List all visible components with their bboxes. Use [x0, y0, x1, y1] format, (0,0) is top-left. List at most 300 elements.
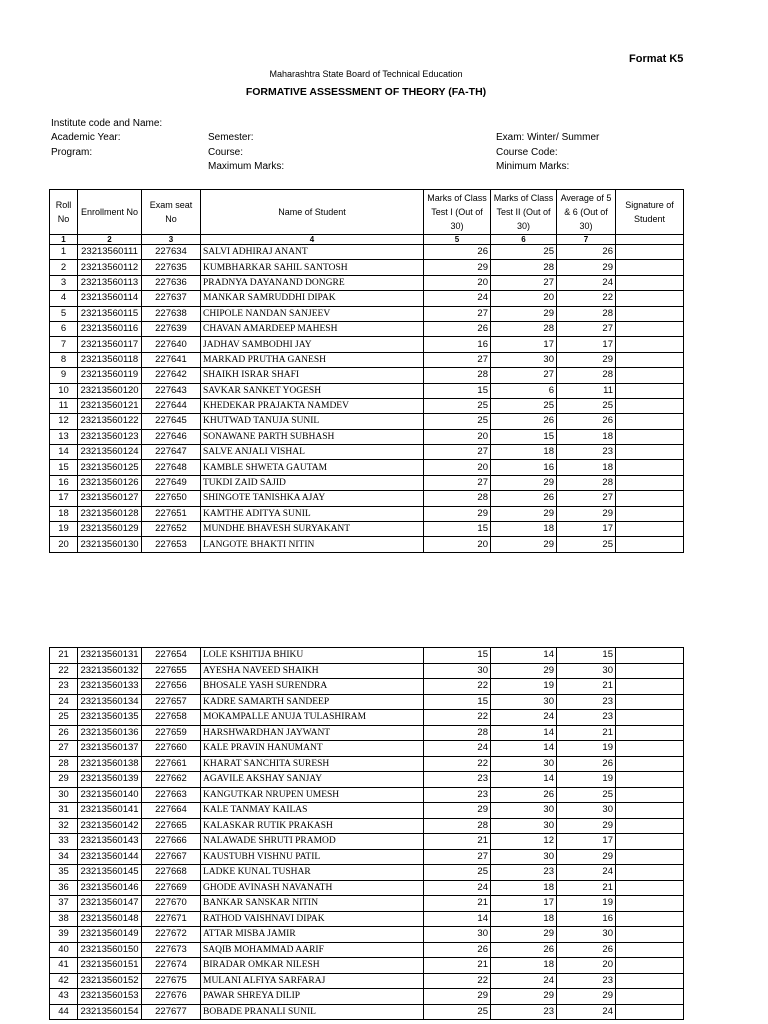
exam-seat-cell: 227642	[142, 368, 201, 383]
student-name-cell: CHIPOLE NANDAN SANJEEV	[201, 306, 424, 321]
average-marks-cell: 28	[557, 306, 616, 321]
signature-cell	[616, 818, 684, 834]
test1-marks-cell: 29	[424, 989, 491, 1005]
enrollment-cell: 23213560113	[78, 275, 142, 290]
table-row	[50, 911, 684, 927]
column-number: 4	[201, 235, 424, 245]
roll-no-cell: 41	[50, 958, 78, 974]
test2-marks-cell: 28	[491, 260, 557, 275]
student-name-cell: TUKDI ZAID SAJID	[201, 475, 424, 490]
enrollment-cell: 23213560142	[78, 818, 142, 834]
roll-no-cell: 38	[50, 911, 78, 927]
roll-no-cell: 27	[50, 741, 78, 757]
enrollment-cell: 23213560120	[78, 383, 142, 398]
test1-marks-cell: 20	[424, 275, 491, 290]
table-row	[50, 245, 684, 260]
signature-cell	[616, 648, 684, 664]
signature-cell	[616, 460, 684, 475]
table-row	[50, 321, 684, 336]
enrollment-cell: 23213560147	[78, 896, 142, 912]
signature-cell	[616, 321, 684, 336]
exam-seat-cell: 227663	[142, 787, 201, 803]
average-marks-cell: 18	[557, 429, 616, 444]
table-row	[50, 725, 684, 741]
table-row	[50, 291, 684, 306]
exam-seat-cell: 227661	[142, 756, 201, 772]
signature-cell	[616, 337, 684, 352]
column-number-blank	[616, 235, 684, 245]
exam-seat-cell: 227660	[142, 741, 201, 757]
table-row	[50, 275, 684, 290]
roll-no-cell: 11	[50, 398, 78, 413]
test2-marks-cell: 14	[491, 725, 557, 741]
student-name-cell: KAMTHE ADITYA SUNIL	[201, 506, 424, 521]
student-name-cell: SONAWANE PARTH SUBHASH	[201, 429, 424, 444]
table-row	[50, 491, 684, 506]
student-name-cell: ATTAR MISBA JAMIR	[201, 927, 424, 943]
test2-marks-cell: 25	[491, 398, 557, 413]
roll-no-cell: 15	[50, 460, 78, 475]
test2-marks-cell: 16	[491, 460, 557, 475]
roll-no-cell: 1	[50, 245, 78, 260]
test1-marks-cell: 29	[424, 260, 491, 275]
test1-marks-cell: 27	[424, 306, 491, 321]
test1-marks-cell: 15	[424, 383, 491, 398]
enrollment-cell: 23213560131	[78, 648, 142, 664]
table-row	[50, 787, 684, 803]
course-code-label: Course Code:	[496, 147, 558, 158]
roll-no-cell: 12	[50, 414, 78, 429]
test2-marks-cell: 14	[491, 772, 557, 788]
table-row	[50, 260, 684, 275]
enrollment-cell: 23213560136	[78, 725, 142, 741]
signature-cell	[616, 896, 684, 912]
enrollment-cell: 23213560112	[78, 260, 142, 275]
roll-no-cell: 10	[50, 383, 78, 398]
table-row	[50, 648, 684, 664]
exam-seat-cell: 227643	[142, 383, 201, 398]
table-row	[50, 834, 684, 850]
roll-no-cell: 24	[50, 694, 78, 710]
signature-cell	[616, 475, 684, 490]
enrollment-cell: 23213560139	[78, 772, 142, 788]
student-name-cell: KALE TANMAY KAILAS	[201, 803, 424, 819]
signature-cell	[616, 803, 684, 819]
roll-no-cell: 19	[50, 522, 78, 537]
marks-table-page-1	[49, 189, 684, 553]
exam-seat-cell: 227668	[142, 865, 201, 881]
table-row	[50, 865, 684, 881]
enrollment-cell: 23213560132	[78, 663, 142, 679]
signature-cell	[616, 849, 684, 865]
average-marks-cell: 30	[557, 927, 616, 943]
test2-marks-cell: 20	[491, 291, 557, 306]
test1-marks-cell: 22	[424, 710, 491, 726]
signature-cell	[616, 942, 684, 958]
roll-no-cell: 13	[50, 429, 78, 444]
test1-marks-cell: 15	[424, 694, 491, 710]
test2-marks-cell: 30	[491, 818, 557, 834]
test1-marks-cell: 22	[424, 756, 491, 772]
test1-marks-cell: 28	[424, 368, 491, 383]
exam-seat-cell: 227640	[142, 337, 201, 352]
average-marks-cell: 22	[557, 291, 616, 306]
enrollment-cell: 23213560135	[78, 710, 142, 726]
exam-seat-cell: 227662	[142, 772, 201, 788]
table-row	[50, 429, 684, 444]
header-test-2: Marks of Class Test II (Out of 30)	[491, 190, 557, 235]
column-number: 1	[50, 235, 78, 245]
student-name-cell: MUNDHE BHAVESH SURYAKANT	[201, 522, 424, 537]
roll-no-cell: 3	[50, 275, 78, 290]
student-name-cell: KANGUTKAR NRUPEN UMESH	[201, 787, 424, 803]
roll-no-cell: 20	[50, 537, 78, 552]
table-row	[50, 1004, 684, 1020]
header-student-name: Name of Student	[201, 190, 424, 235]
table-row	[50, 445, 684, 460]
average-marks-cell: 24	[557, 1004, 616, 1020]
enrollment-cell: 23213560124	[78, 445, 142, 460]
test2-marks-cell: 29	[491, 989, 557, 1005]
test1-marks-cell: 27	[424, 445, 491, 460]
student-name-cell: SAQIB MOHAMMAD AARIF	[201, 942, 424, 958]
enrollment-cell: 23213560148	[78, 911, 142, 927]
student-name-cell: KHUTWAD TANUJA SUNIL	[201, 414, 424, 429]
roll-no-cell: 17	[50, 491, 78, 506]
test2-marks-cell: 29	[491, 306, 557, 321]
roll-no-cell: 43	[50, 989, 78, 1005]
enrollment-cell: 23213560133	[78, 679, 142, 695]
test2-marks-cell: 23	[491, 1004, 557, 1020]
student-name-cell: GHODE AVINASH NAVANATH	[201, 880, 424, 896]
roll-no-cell: 40	[50, 942, 78, 958]
average-marks-cell: 17	[557, 834, 616, 850]
signature-cell	[616, 865, 684, 881]
average-marks-cell: 17	[557, 337, 616, 352]
student-name-cell: KHARAT SANCHITA SURESH	[201, 756, 424, 772]
test2-marks-cell: 25	[491, 245, 557, 260]
average-marks-cell: 28	[557, 475, 616, 490]
test2-marks-cell: 26	[491, 942, 557, 958]
test1-marks-cell: 28	[424, 491, 491, 506]
signature-cell	[616, 398, 684, 413]
student-name-cell: LOLE KSHITIJA BHIKU	[201, 648, 424, 664]
table-row	[50, 398, 684, 413]
test2-marks-cell: 14	[491, 648, 557, 664]
exam-seat-cell: 227670	[142, 896, 201, 912]
test2-marks-cell: 30	[491, 756, 557, 772]
signature-cell	[616, 958, 684, 974]
signature-cell	[616, 710, 684, 726]
test1-marks-cell: 23	[424, 772, 491, 788]
roll-no-cell: 21	[50, 648, 78, 664]
student-name-cell: LADKE KUNAL TUSHAR	[201, 865, 424, 881]
test1-marks-cell: 29	[424, 803, 491, 819]
signature-cell	[616, 741, 684, 757]
exam-seat-cell: 227669	[142, 880, 201, 896]
signature-cell	[616, 787, 684, 803]
table-row	[50, 537, 684, 552]
signature-cell	[616, 989, 684, 1005]
academic-year-label: Academic Year:	[51, 132, 121, 143]
board-name: Maharashtra State Board of Technical Education	[269, 69, 463, 79]
enrollment-cell: 23213560130	[78, 537, 142, 552]
signature-cell	[616, 291, 684, 306]
roll-no-cell: 18	[50, 506, 78, 521]
table-row	[50, 973, 684, 989]
exam-seat-cell: 227677	[142, 1004, 201, 1020]
signature-cell	[616, 414, 684, 429]
student-name-cell: SAVKAR SANKET YOGESH	[201, 383, 424, 398]
table-row	[50, 679, 684, 695]
test2-marks-cell: 24	[491, 973, 557, 989]
semester-label: Semester:	[208, 132, 254, 143]
table-row	[50, 896, 684, 912]
test1-marks-cell: 25	[424, 414, 491, 429]
average-marks-cell: 29	[557, 352, 616, 367]
test2-marks-cell: 23	[491, 865, 557, 881]
student-name-cell: BOBADE PRANALI SUNIL	[201, 1004, 424, 1020]
exam-seat-cell: 227674	[142, 958, 201, 974]
signature-cell	[616, 429, 684, 444]
test1-marks-cell: 27	[424, 475, 491, 490]
test2-marks-cell: 27	[491, 275, 557, 290]
student-name-cell: MARKAD PRUTHA GANESH	[201, 352, 424, 367]
average-marks-cell: 23	[557, 710, 616, 726]
institute-label: Institute code and Name:	[51, 118, 163, 129]
student-name-cell: SHINGOTE TANISHKA AJAY	[201, 491, 424, 506]
student-name-cell: PAWAR SHREYA DILIP	[201, 989, 424, 1005]
exam-seat-cell: 227649	[142, 475, 201, 490]
average-marks-cell: 18	[557, 460, 616, 475]
signature-cell	[616, 927, 684, 943]
exam-seat-cell: 227652	[142, 522, 201, 537]
min-marks-label: Minimum Marks:	[496, 161, 570, 172]
average-marks-cell: 25	[557, 787, 616, 803]
average-marks-cell: 29	[557, 849, 616, 865]
enrollment-cell: 23213560119	[78, 368, 142, 383]
average-marks-cell: 25	[557, 398, 616, 413]
enrollment-cell: 23213560127	[78, 491, 142, 506]
format-label: Format K5	[629, 53, 684, 65]
roll-no-cell: 22	[50, 663, 78, 679]
signature-cell	[616, 663, 684, 679]
test1-marks-cell: 26	[424, 942, 491, 958]
roll-no-cell: 9	[50, 368, 78, 383]
average-marks-cell: 29	[557, 818, 616, 834]
average-marks-cell: 29	[557, 989, 616, 1005]
average-marks-cell: 23	[557, 445, 616, 460]
enrollment-cell: 23213560129	[78, 522, 142, 537]
test1-marks-cell: 26	[424, 321, 491, 336]
test1-marks-cell: 21	[424, 834, 491, 850]
signature-cell	[616, 491, 684, 506]
test2-marks-cell: 29	[491, 475, 557, 490]
enrollment-cell: 23213560149	[78, 927, 142, 943]
program-label: Program:	[51, 147, 93, 158]
exam-seat-cell: 227676	[142, 989, 201, 1005]
test1-marks-cell: 15	[424, 648, 491, 664]
test1-marks-cell: 22	[424, 973, 491, 989]
table-row	[50, 663, 684, 679]
student-name-cell: KHEDEKAR PRAJAKTA NAMDEV	[201, 398, 424, 413]
test1-marks-cell: 28	[424, 818, 491, 834]
exam-seat-cell: 227638	[142, 306, 201, 321]
exam-seat-cell: 227657	[142, 694, 201, 710]
signature-cell	[616, 352, 684, 367]
table-row	[50, 803, 684, 819]
average-marks-cell: 23	[557, 694, 616, 710]
enrollment-cell: 23213560118	[78, 352, 142, 367]
roll-no-cell: 44	[50, 1004, 78, 1020]
test1-marks-cell: 22	[424, 679, 491, 695]
average-marks-cell: 20	[557, 958, 616, 974]
enrollment-cell: 23213560144	[78, 849, 142, 865]
test2-marks-cell: 17	[491, 337, 557, 352]
exam-seat-cell: 227636	[142, 275, 201, 290]
exam-seat-cell: 227637	[142, 291, 201, 306]
exam-seat-cell: 227650	[142, 491, 201, 506]
average-marks-cell: 28	[557, 368, 616, 383]
table-row	[50, 772, 684, 788]
test1-marks-cell: 27	[424, 352, 491, 367]
exam-seat-cell: 227634	[142, 245, 201, 260]
enrollment-cell: 23213560114	[78, 291, 142, 306]
average-marks-cell: 17	[557, 522, 616, 537]
enrollment-cell: 23213560134	[78, 694, 142, 710]
roll-no-cell: 42	[50, 973, 78, 989]
roll-no-cell: 5	[50, 306, 78, 321]
exam-seat-cell: 227645	[142, 414, 201, 429]
enrollment-cell: 23213560123	[78, 429, 142, 444]
table-row	[50, 306, 684, 321]
header-enrollment-no: Enrollment No	[78, 190, 142, 235]
signature-cell	[616, 445, 684, 460]
header-signature: Signature of Student	[616, 190, 684, 235]
test2-marks-cell: 30	[491, 803, 557, 819]
average-marks-cell: 27	[557, 321, 616, 336]
student-name-cell: CHAVAN AMARDEEP MAHESH	[201, 321, 424, 336]
average-marks-cell: 16	[557, 911, 616, 927]
average-marks-cell: 19	[557, 741, 616, 757]
signature-cell	[616, 383, 684, 398]
test2-marks-cell: 30	[491, 694, 557, 710]
roll-no-cell: 29	[50, 772, 78, 788]
document-title: FORMATIVE ASSESSMENT OF THEORY (FA-TH)	[245, 86, 487, 98]
student-name-cell: MANKAR SAMRUDDHI DIPAK	[201, 291, 424, 306]
header-exam-seat-no: Exam seat No	[142, 190, 201, 235]
enrollment-cell: 23213560143	[78, 834, 142, 850]
average-marks-cell: 21	[557, 880, 616, 896]
roll-no-cell: 16	[50, 475, 78, 490]
test2-marks-cell: 29	[491, 663, 557, 679]
student-name-cell: KALE PRAVIN HANUMANT	[201, 741, 424, 757]
test1-marks-cell: 20	[424, 460, 491, 475]
student-name-cell: PRADNYA DAYANAND DONGRE	[201, 275, 424, 290]
test2-marks-cell: 29	[491, 506, 557, 521]
roll-no-cell: 4	[50, 291, 78, 306]
average-marks-cell: 26	[557, 942, 616, 958]
signature-cell	[616, 694, 684, 710]
test1-marks-cell: 20	[424, 537, 491, 552]
signature-cell	[616, 973, 684, 989]
enrollment-cell: 23213560150	[78, 942, 142, 958]
roll-no-cell: 6	[50, 321, 78, 336]
test1-marks-cell: 27	[424, 849, 491, 865]
exam-seat-cell: 227671	[142, 911, 201, 927]
exam-seat-cell: 227639	[142, 321, 201, 336]
test2-marks-cell: 12	[491, 834, 557, 850]
roll-no-cell: 26	[50, 725, 78, 741]
table-row	[50, 414, 684, 429]
exam-seat-cell: 227653	[142, 537, 201, 552]
average-marks-cell: 21	[557, 725, 616, 741]
signature-cell	[616, 306, 684, 321]
test2-marks-cell: 18	[491, 522, 557, 537]
table-row	[50, 958, 684, 974]
average-marks-cell: 24	[557, 865, 616, 881]
student-name-cell: SALVI ADHIRAJ ANANT	[201, 245, 424, 260]
test2-marks-cell: 14	[491, 741, 557, 757]
roll-no-cell: 28	[50, 756, 78, 772]
test1-marks-cell: 25	[424, 398, 491, 413]
roll-no-cell: 33	[50, 834, 78, 850]
average-marks-cell: 26	[557, 756, 616, 772]
signature-cell	[616, 880, 684, 896]
average-marks-cell: 26	[557, 414, 616, 429]
table-row	[50, 756, 684, 772]
exam-seat-cell: 227654	[142, 648, 201, 664]
roll-no-cell: 2	[50, 260, 78, 275]
column-number: 5	[424, 235, 491, 245]
enrollment-cell: 23213560115	[78, 306, 142, 321]
roll-no-cell: 39	[50, 927, 78, 943]
test2-marks-cell: 17	[491, 896, 557, 912]
student-name-cell: BHOSALE YASH SURENDRA	[201, 679, 424, 695]
student-name-cell: KADRE SAMARTH SANDEEP	[201, 694, 424, 710]
student-name-cell: JADHAV SAMBODHI JAY	[201, 337, 424, 352]
student-name-cell: KALASKAR RUTIK PRAKASH	[201, 818, 424, 834]
roll-no-cell: 34	[50, 849, 78, 865]
column-number-row	[50, 235, 684, 245]
enrollment-cell: 23213560122	[78, 414, 142, 429]
average-marks-cell: 30	[557, 803, 616, 819]
roll-no-cell: 31	[50, 803, 78, 819]
signature-cell	[616, 275, 684, 290]
student-name-cell: MOKAMPALLE ANUJA TULASHIRAM	[201, 710, 424, 726]
exam-seat-cell: 227646	[142, 429, 201, 444]
roll-no-cell: 25	[50, 710, 78, 726]
table-row	[50, 927, 684, 943]
signature-cell	[616, 506, 684, 521]
student-name-cell: AYESHA NAVEED SHAIKH	[201, 663, 424, 679]
signature-cell	[616, 911, 684, 927]
exam-seat-cell: 227664	[142, 803, 201, 819]
enrollment-cell: 23213560111	[78, 245, 142, 260]
exam-seat-cell: 227648	[142, 460, 201, 475]
table-row	[50, 337, 684, 352]
enrollment-cell: 23213560125	[78, 460, 142, 475]
student-name-cell: RATHOD VAISHNAVI DIPAK	[201, 911, 424, 927]
student-name-cell: KAMBLE SHWETA GAUTAM	[201, 460, 424, 475]
column-number: 7	[557, 235, 616, 245]
table-row	[50, 880, 684, 896]
table-row	[50, 522, 684, 537]
test2-marks-cell: 15	[491, 429, 557, 444]
exam-seat-cell: 227647	[142, 445, 201, 460]
test2-marks-cell: 18	[491, 958, 557, 974]
column-number: 6	[491, 235, 557, 245]
